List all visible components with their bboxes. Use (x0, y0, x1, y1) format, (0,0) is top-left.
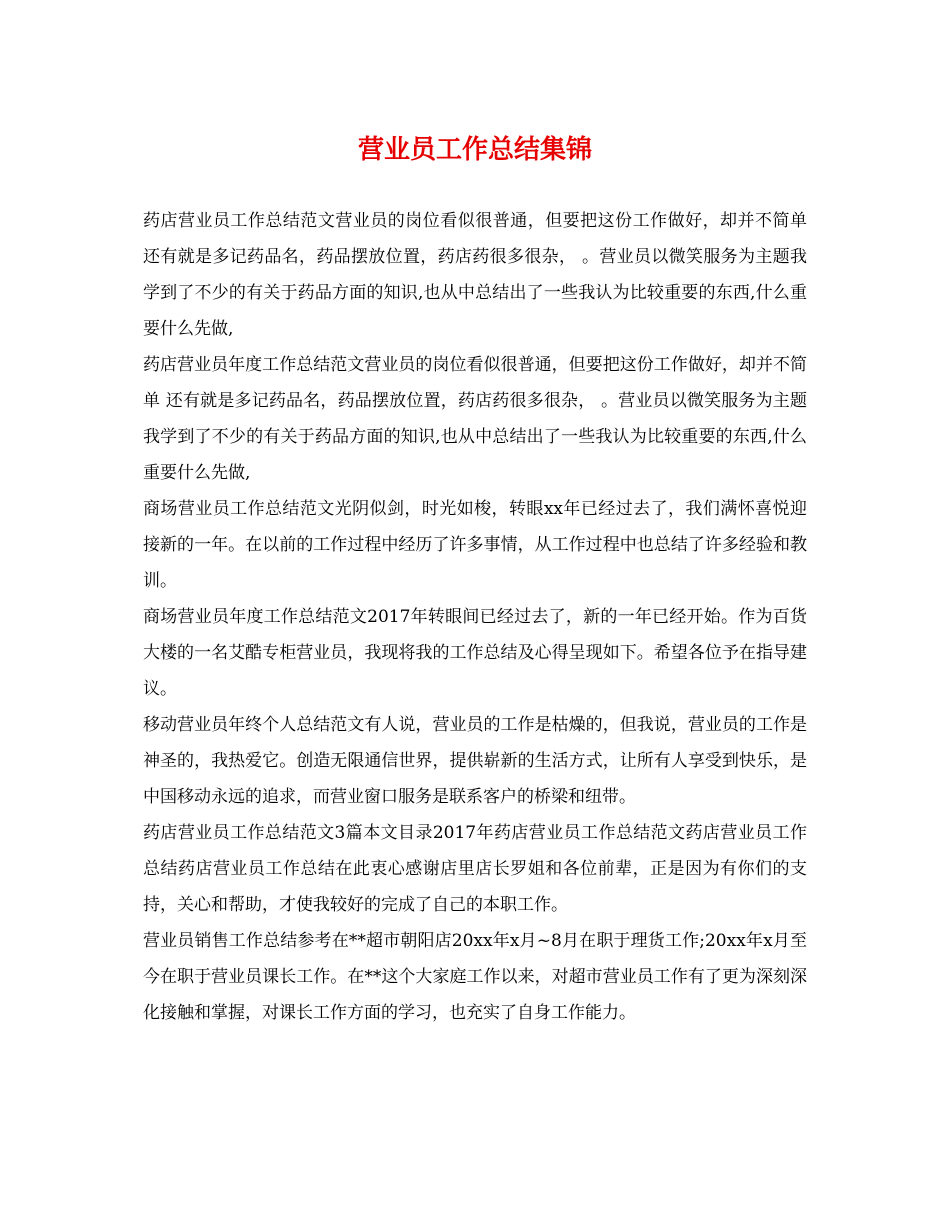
paragraph: 营业员销售工作总结参考在**超市朝阳店20xx年x月~8月在职于理货工作;20xx年x月至今在职于营业员课长工作。在**这个大家庭工作以来，对超市营业员工作有了更为深刻深化接触和掌握，对课长工作方面的学习，也充实了自身工作能力。 (143, 931, 807, 1023)
paragraph: 药店营业员工作总结范文营业员的岗位看似很普通，但要把这份工作做好，却并不简单 还有就是多记药品名，药品摆放位置，药店药很多很杂， 。营业员以微笑服务为主题我学到了不少的有关于药品方面的知识,也从中总结出了一些我认为比较重要的东西,什么重要什么先做, (143, 211, 807, 339)
paragraph: 商场营业员年度工作总结范文2017年转眼间已经过去了，新的一年已经开始。作为百货大楼的一名艾酷专柜营业员，我现将我的工作总结及心得呈现如下。希望各位予在指导建议。 (143, 607, 807, 699)
document-body (143, 203, 807, 1031)
paragraph: 移动营业员年终个人总结范文有人说，营业员的工作是枯燥的，但我说，营业员的工作是神圣的，我热爱它。创造无限通信世界，提供崭新的生活方式，让所有人享受到快乐，是中国移动永远的追求，而营业窗口服务是联系客户的桥梁和纽带。 (143, 715, 807, 807)
paragraph: 药店营业员工作总结范文3篇本文目录2017年药店营业员工作总结范文药店营业员工作总结药店营业员工作总结在此衷心感谢店里店长罗姐和各位前辈，正是因为有你们的支持，关心和帮助，才使我较好的完成了自己的本职工作。 (143, 823, 807, 915)
paragraph: 药店营业员年度工作总结范文营业员的岗位看似很普通，但要把这份工作做好，却并不简单 还有就是多记药品名，药品摆放位置，药店药很多很杂， 。营业员以微笑服务为主题我学到了不少的有关于药品方面的知识,也从中总结出了一些我认为比较重要的东西,什么重要什么先做, (143, 355, 807, 483)
document-title: 营业员工作总结集锦 (357, 135, 592, 165)
paragraph: 商场营业员工作总结范文光阴似剑，时光如梭，转眼xx年已经过去了，我们满怀喜悦迎接新的一年。在以前的工作过程中经历了许多事情，从工作过程中也总结了许多经验和教训。 (143, 499, 807, 591)
